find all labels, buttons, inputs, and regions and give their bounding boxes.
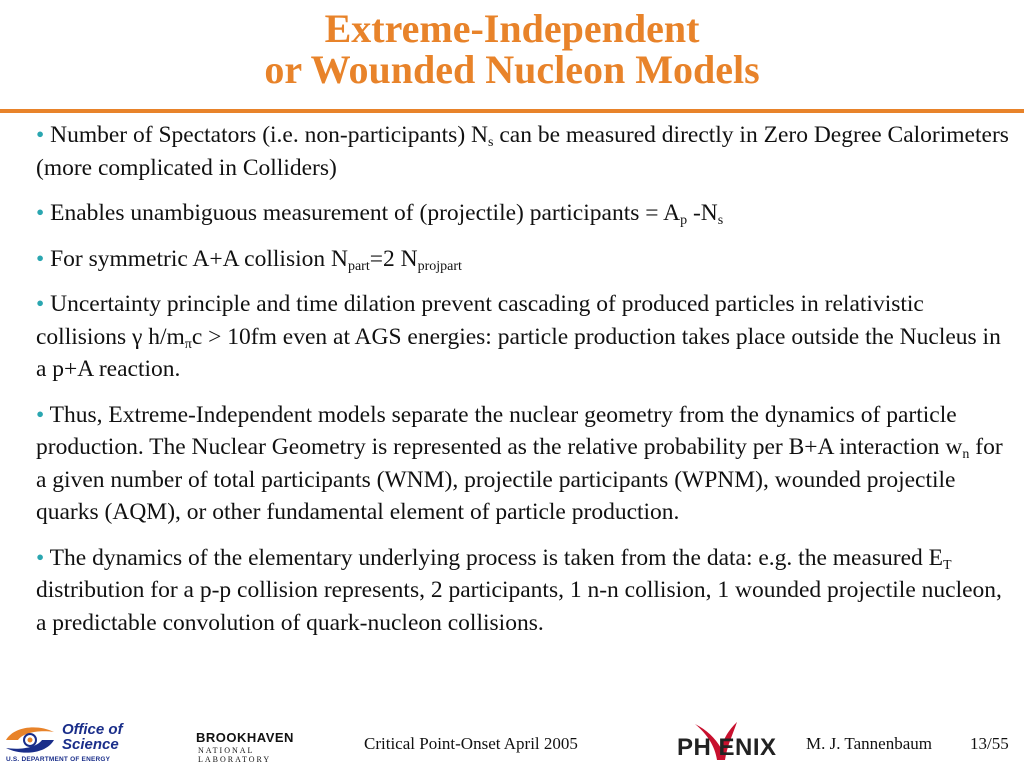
subscript: projpart [417, 258, 462, 274]
subscript: π [184, 336, 192, 352]
bullet-text: For symmetric A+A collision N [44, 245, 348, 272]
slide-title [0, 8, 1024, 90]
bullet-text: Uncertainty principle and time dilation prevent cascading of produced particles in relativistic collisions γ h/m [36, 291, 924, 350]
bullet-text: -N [687, 200, 718, 226]
bullet-text: Thus, Extreme-Independent models separate the nuclear geometry from the dynamics of particle production. The Nuclear Geometry is represented as the relative probability per B+A interaction w [36, 401, 963, 460]
bullet-item-spectators [36, 119, 1011, 184]
doe-office-label: Office of [62, 721, 123, 738]
subscript: s [717, 213, 724, 228]
bullet-text: =2 N [369, 245, 418, 272]
bullet-dot: • [36, 291, 45, 317]
subscript: n [962, 447, 970, 462]
doe-science-label: Science [62, 736, 119, 753]
bullet-dot: • [36, 544, 45, 571]
bullet-text: Enables unambiguous measurement of (projectile) participants = A [44, 200, 681, 226]
title-divider [0, 109, 1024, 113]
bullet-list [36, 119, 1011, 652]
brookhaven-logo [196, 730, 326, 764]
subscript: T [943, 557, 952, 573]
subscript: s [488, 135, 494, 150]
bullet-text: distribution for a p-p collision represents, 2 participants, 1 n-n collision, 1 wounded projectile nucleon, a predictable convolution of quark-nucleon collisions. [36, 577, 1002, 636]
bullet-item-dynamics [36, 542, 1011, 640]
footer-conference: Critical Point-Onset April 2005 [364, 734, 578, 753]
doe-swirl-icon [4, 724, 56, 756]
bullet-dot: • [36, 200, 45, 226]
bullet-item-uncertainty [36, 288, 1011, 386]
bullet-text: The dynamics of the elementary underlying process is taken from the data: e.g. the measured E [44, 544, 944, 571]
bullet-item-participants [36, 197, 1011, 230]
bullet-dot: • [36, 122, 45, 148]
subscript: part [347, 258, 370, 274]
bullet-text: c > 10fm even at AGS energies: particle production takes place outside the Nucleus in a p+A reaction. [36, 323, 1001, 382]
subscript: p [680, 213, 688, 228]
bullet-text: for a given number of total participants (WNM), projectile participants (WPNM), wounded projectile quarks (AQM), or other fundamental element of particle production. [36, 434, 1003, 525]
page-number: 13/55 [970, 734, 1009, 753]
brookhaven-name: BROOKHAVEN [196, 730, 294, 745]
bullet-dot: • [36, 401, 45, 428]
phenix-logo [677, 720, 799, 764]
phenix-wordmark: PH ENIX [677, 734, 777, 761]
title-line-1: Extreme-Independent [324, 6, 700, 51]
bullet-dot: • [36, 245, 45, 272]
bullet-item-symmetric [36, 243, 1011, 276]
bullet-item-extreme-independent [36, 399, 1011, 529]
footer-author: M. J. Tannenbaum [806, 734, 932, 753]
bullet-text: Number of Spectators (i.e. non-participants) N [44, 122, 488, 148]
bullet-text: can be measured directly in Zero Degree Calorimeters (more complicated in Colliders) [36, 122, 1009, 181]
brookhaven-sub: NATIONAL LABORATORY [198, 746, 272, 764]
slide-footer [0, 714, 1024, 768]
doe-department-label: U.S. DEPARTMENT OF ENERGY [6, 756, 111, 763]
title-line-2: or Wounded Nucleon Models [264, 47, 760, 92]
doe-office-of-science-logo [4, 720, 146, 764]
